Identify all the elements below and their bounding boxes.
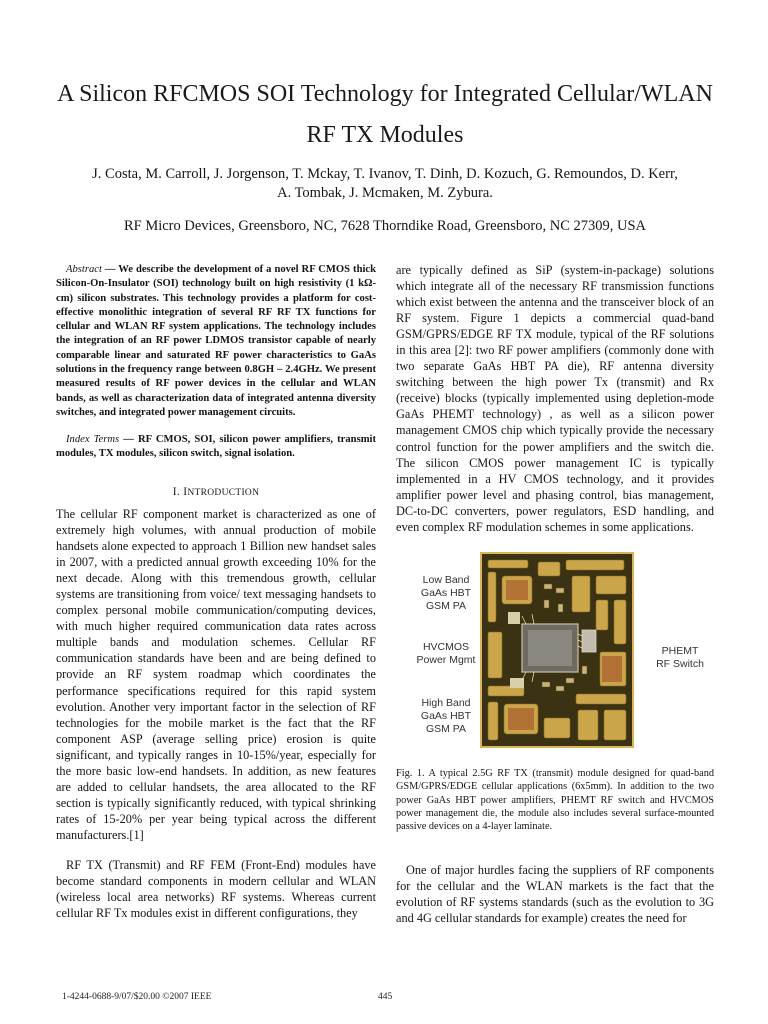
abstract bbox=[56, 263, 376, 420]
paper-title-line-1: A Silicon RFCMOS SOI Technology for Integrated Cellular/WLAN bbox=[57, 81, 713, 107]
author-list bbox=[50, 165, 720, 203]
label-line: GaAs HBT bbox=[420, 710, 472, 722]
intro-paragraph-1: The cellular RF component market is characterized as one of extremely high volumes, with annual production of mobile handsets alone expected to approach 1 Billion new handset sales in 2007, with a predicted annual growth exceeding 10% for the next decade. Along with this tremendous growth, cellular systems are transitioning from voice/ text messaging handsets to complex personal mobile communication/computing devices, with much higher required communication data rates across multiple bands and modulation schemes. Cellular RF communication standards have been and are being defined to provide an RF system roadmap which coordinates the performance specifications required for this rapid system evolution. Another very important factor in the selection of RF technologies for the mobile market is the fact that the RF component ASP (average selling price) erosion is quite significant, and typically ranges in 10-15%/year, especially for the more basic low-end handsets. In addition, as new features are added to cellular handsets, the area allocated to the RF section is typically significantly reduced, with typical shrinking rates of 15-20% per year being typical across the different manufacturers.[1] bbox=[56, 507, 376, 842]
abstract-text: — We describe the development of a novel RF CMOS thick Silicon-On-Insulator (SOI) technology built on high resistivity (1 kΩ-cm) silicon substrates. This technology provides a platform for cost-effective monolithic integration of several RF RF TX functions for cellular and WLAN RF system applications. The technology includes the integration of an RF power LDMOS transistor capable of nearly comparable linear and saturated RF power characteristics to GaAs solutions in the frequency range between 0.8GH – 2.4GHz. We present measured results of RF power devices in the cellular and WLAN bands, as well as characterization data of integrated antenna diversity switches, and integrated power management circuits. bbox=[56, 264, 376, 418]
figure-label-phemt bbox=[644, 645, 716, 671]
index-terms bbox=[56, 433, 376, 462]
authors-line-2: A. Tombak, J. Mcmaken, M. Zybura. bbox=[277, 185, 493, 201]
section-numeral: I. I bbox=[172, 486, 188, 498]
figure-label-hvcmos bbox=[406, 641, 486, 667]
label-line: RF Switch bbox=[656, 658, 704, 670]
label-line: GSM PA bbox=[425, 723, 467, 735]
label-line: GSM PA bbox=[425, 600, 467, 612]
label-line: HVCMOS bbox=[422, 641, 470, 653]
right-paragraph-1: are typically defined as SiP (system-in-package) solutions which integrate all of the necessary RF transmission functions which exist between the antenna and the transceiver block of an RF system. Figure 1 depicts a commercial quad-band GSM/GPRS/EDGE RF TX module, typical of the RF solutions in this area [2]: two RF power amplifiers (commonly done with two separate GaAs HBT PA die), RF antenna diversity switching between the high power Tx (transmit) and Rx (receive) blocks (typically implemented using depletion-mode GaAs PHEMT technology) , as well as a silicon power management CMOS chip which typically provide the necessary control function for the power amplifiers and the switch die. The silicon CMOS power management IC is typically implemented in a HV CMOS technology, and it provides amplifier power level and phasing control, bias management, DC-to-DC converters, power regulators, ESD handling, and even complex RF modulation schemes in some applications. bbox=[396, 263, 714, 534]
figure-label-high-band bbox=[410, 697, 482, 736]
page-number: 445 bbox=[378, 992, 393, 1002]
label-line: GaAs HBT bbox=[420, 587, 472, 599]
index-terms-text: — RF CMOS, SOI, silicon power amplifiers, transmit modules, TX modules, silicon switch, signal isolation. bbox=[56, 434, 376, 460]
index-terms-lead: Index Terms bbox=[66, 434, 120, 445]
intro-paragraph-2: RF TX (Transmit) and RF FEM (Front-End) modules have become standard components in modern cellular and WLAN (wireless local area networks) RF systems. Whereas current cellular RF Tx modules exist in different configurations, they bbox=[56, 858, 376, 921]
label-line: Power Mgmt bbox=[416, 654, 476, 666]
label-line: Low Band bbox=[422, 574, 470, 586]
authors-line-1: J. Costa, M. Carroll, J. Jorgenson, T. Mckay, T. Ivanov, T. Dinh, D. Kozuch, G. Remoundos, D. Kerr, bbox=[92, 166, 678, 182]
label-line: High Band bbox=[421, 697, 471, 709]
paper-title-line-2: RF TX Modules bbox=[306, 122, 464, 148]
module-photo-drawing bbox=[482, 554, 632, 746]
copyright-footer: 1-4244-0688-9/07/$20.00 ©2007 IEEE bbox=[62, 992, 212, 1002]
section-title: NTRODUCTION bbox=[187, 488, 260, 498]
figure-label-low-band bbox=[410, 574, 482, 613]
abstract-lead: Abstract bbox=[66, 264, 102, 275]
section-heading-introduction bbox=[56, 486, 376, 498]
label-line: PHEMT bbox=[661, 645, 699, 657]
right-paragraph-2: One of major hurdles facing the suppliers of RF components for the cellular and the WLAN markets is the fact that the evolution of RF systems standards (such as the evolution to 3G and 4G cellular standards for example) creates the need for bbox=[396, 863, 714, 926]
figure-caption: Fig. 1. A typical 2.5G RF TX (transmit) module designed for quad-band GSM/GPRS/EDGE cellular applications (6x5mm). In addition to the two power GaAs HBT power amplifiers, PHEMT RF switch and HVCMOS power management die, the module also includes several surface-mounted passive devices on a 4-layer laminate. bbox=[396, 768, 714, 833]
affiliation: RF Micro Devices, Greensboro, NC, 7628 Thorndike Road, Greensboro, NC 27309, USA bbox=[123, 218, 647, 234]
module-photo bbox=[480, 552, 634, 748]
